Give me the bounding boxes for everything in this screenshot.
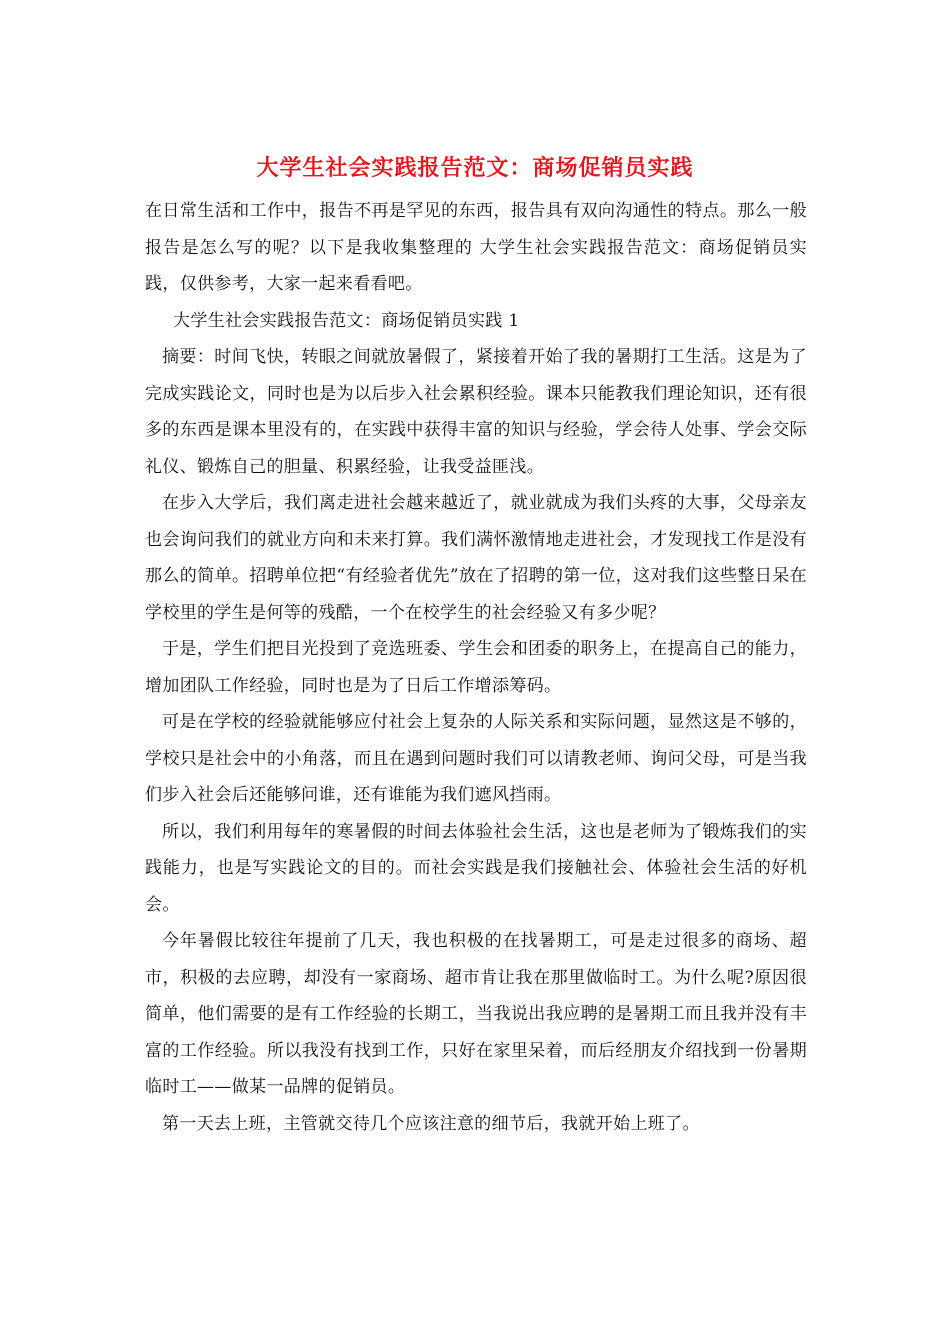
body-paragraph: 可是在学校的经验就能够应付社会上复杂的人际关系和实际问题，显然这是不够的，学校只是社会中的小角落，而且在遇到问题时我们可以请教老师、询问父母，可是当我们步入社会后还能够问谁，还有谁能为我们遮风挡雨。 bbox=[145, 712, 807, 805]
body-paragraph: 今年暑假比较往年提前了几天，我也积极的在找暑期工，可是走过很多的商场、超市，积极的去应聘，却没有一家商场、超市肯让我在那里做临时工。为什么呢?原因很简单，他们需要的是有工作经验的长期工，当我说出我应聘的是暑期工而且我并没有丰富的工作经验。所以我没有找到工作，只好在家里呆着，而后经朋友介绍找到一份暑期临时工——做某一品牌的促销员。 bbox=[145, 931, 807, 1097]
body-paragraph: 于是，学生们把目光投到了竞选班委、学生会和团委的职务上，在提高自己的能力，增加团队工作经验，同时也是为了日后工作增添筹码。 bbox=[145, 639, 807, 696]
body-paragraph: 所以，我们利用每年的寒暑假的时间去体验社会生活，这也是老师为了锻炼我们的实践能力，也是写实践论文的目的。而社会实践是我们接触社会、体验社会生活的好机会。 bbox=[145, 821, 807, 915]
abstract-paragraph: 摘要：时间飞快，转眼之间就放暑假了，紧接着开始了我的暑期打工生活。这是为了完成实践论文，同时也是为以后步入社会累积经验。课本只能教我们理论知识，还有很多的东西是课本里没有的，在实践中获得丰富的知识与经验，学会待人处事、学会交际礼仪、锻炼自己的胆量、积累经验，让我受益匪浅。 bbox=[145, 347, 807, 477]
document-body bbox=[145, 193, 807, 1142]
body-paragraph: 第一天去上班，主管就交待几个应该注意的细节后，我就开始上班了。 bbox=[162, 1113, 700, 1134]
section-heading: 大学生社会实践报告范文：商场促销员实践 1 bbox=[173, 310, 520, 331]
intro-paragraph: 在日常生活和工作中，报告不再是罕见的东西，报告具有双向沟通性的特点。那么一般报告是怎么写的呢？以下是我收集整理的 大学生社会实践报告范文：商场促销员实践，仅供参考，大家一起来看看吧。 bbox=[145, 201, 807, 294]
document-title: 大学生社会实践报告范文：商场促销员实践 bbox=[256, 155, 694, 181]
body-paragraph: 在步入大学后，我们离走进社会越来越近了，就业就成为我们头疼的大事，父母亲友也会询问我们的就业方向和未来打算。我们满怀激情地走进社会，才发现找工作是没有那么的简单。招聘单位把“有经验者优先”放在了招聘的第一位，这对我们这些整日呆在学校里的学生是何等的残酷，一个在校学生的社会经验又有多少呢？ bbox=[145, 493, 807, 623]
